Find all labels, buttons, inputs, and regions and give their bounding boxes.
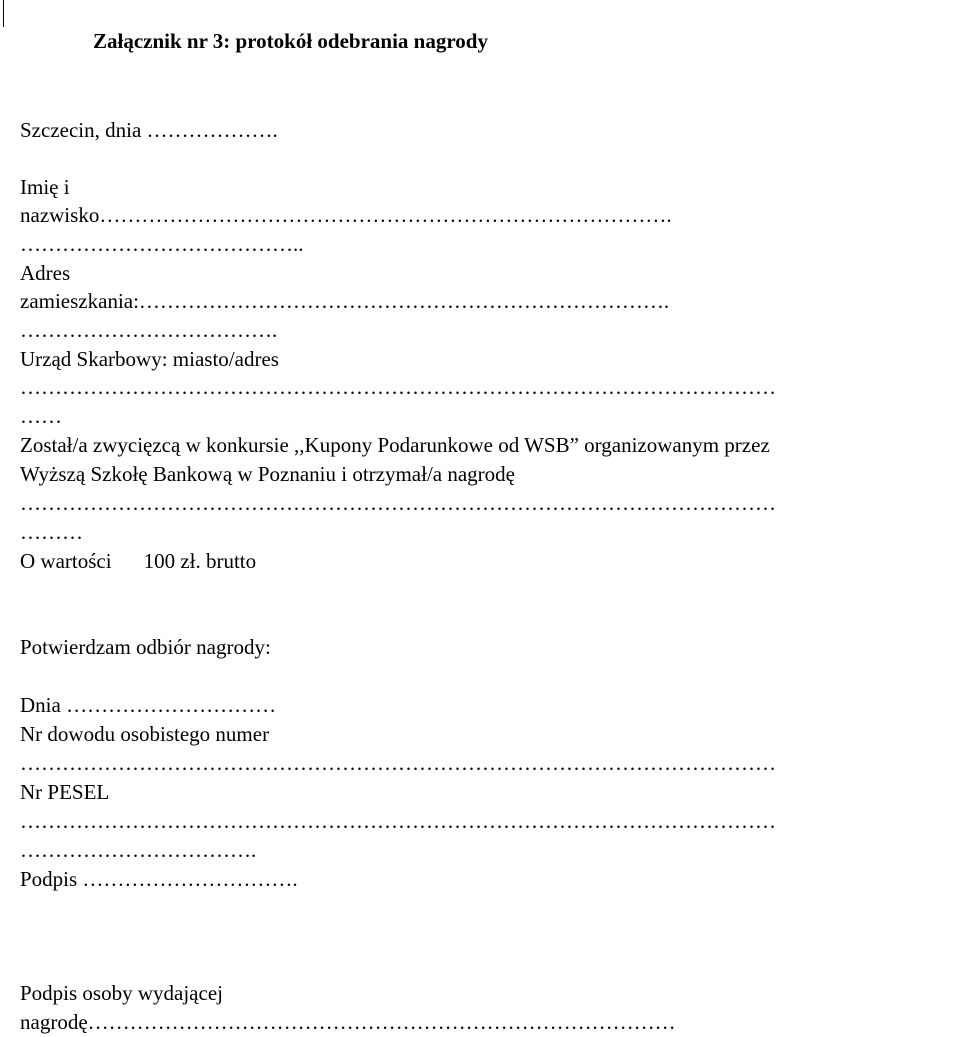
statement-line-1: Został/a zwycięzcą w konkursie ,,Kupony Podarunkowe od WSB” organizowanym przez (20, 433, 770, 457)
address-label-line-2: zamieszkania:…………………………………………………………………. (20, 289, 670, 313)
prize-fill-line: ……………………………………………………………………………………………… (20, 491, 776, 515)
issuer-signature-fill-line: nagrodę………………………………………………………………………… (20, 1010, 676, 1034)
pesel-fill-line: ……………………………………………………………………………………………… (20, 809, 776, 833)
id-number-fill-line: ……………………………………………………………………………………………… (20, 751, 776, 775)
date-field-line: Dnia ………………………… (20, 693, 277, 717)
tax-office-fill-line: ……………………………………………………………………………………………… (20, 375, 776, 399)
pesel-fill-end: ……………………………. (20, 838, 257, 862)
address-label-line-1: Adres (20, 261, 71, 285)
id-number-label: Nr dowodu osobistego numer (20, 722, 270, 746)
text-cursor (3, 0, 4, 27)
value-amount: 100 zł. brutto (143, 549, 257, 573)
name-fill-line: ………………………………….. (20, 232, 304, 256)
pesel-label: Nr PESEL (20, 780, 110, 804)
confirm-receipt-label: Potwierdzam odbiór nagrody: (20, 635, 271, 659)
value-label: O wartości (20, 549, 112, 573)
value-line (20, 547, 256, 576)
signature-line: Podpis …………………………. (20, 867, 298, 891)
tax-office-label: Urząd Skarbowy: miasto/adres (20, 347, 279, 371)
tax-office-fill-end: …… (20, 404, 62, 428)
prize-fill-end: ……… (20, 520, 83, 544)
issuer-signature-label: Podpis osoby wydającej (20, 981, 223, 1005)
place-date-line: Szczecin, dnia ………………. (20, 118, 278, 142)
name-label-line-2: nazwisko………………………………………………………………………. (20, 203, 672, 227)
address-fill-line: ………………………………. (20, 318, 278, 342)
statement-line-2: Wyższą Szkołę Bankową w Poznaniu i otrzymał/a nagrodę (20, 462, 515, 486)
document-title: Załącznik nr 3: protokół odebrania nagrody (93, 29, 488, 53)
name-label-line-1: Imię i (20, 175, 70, 199)
